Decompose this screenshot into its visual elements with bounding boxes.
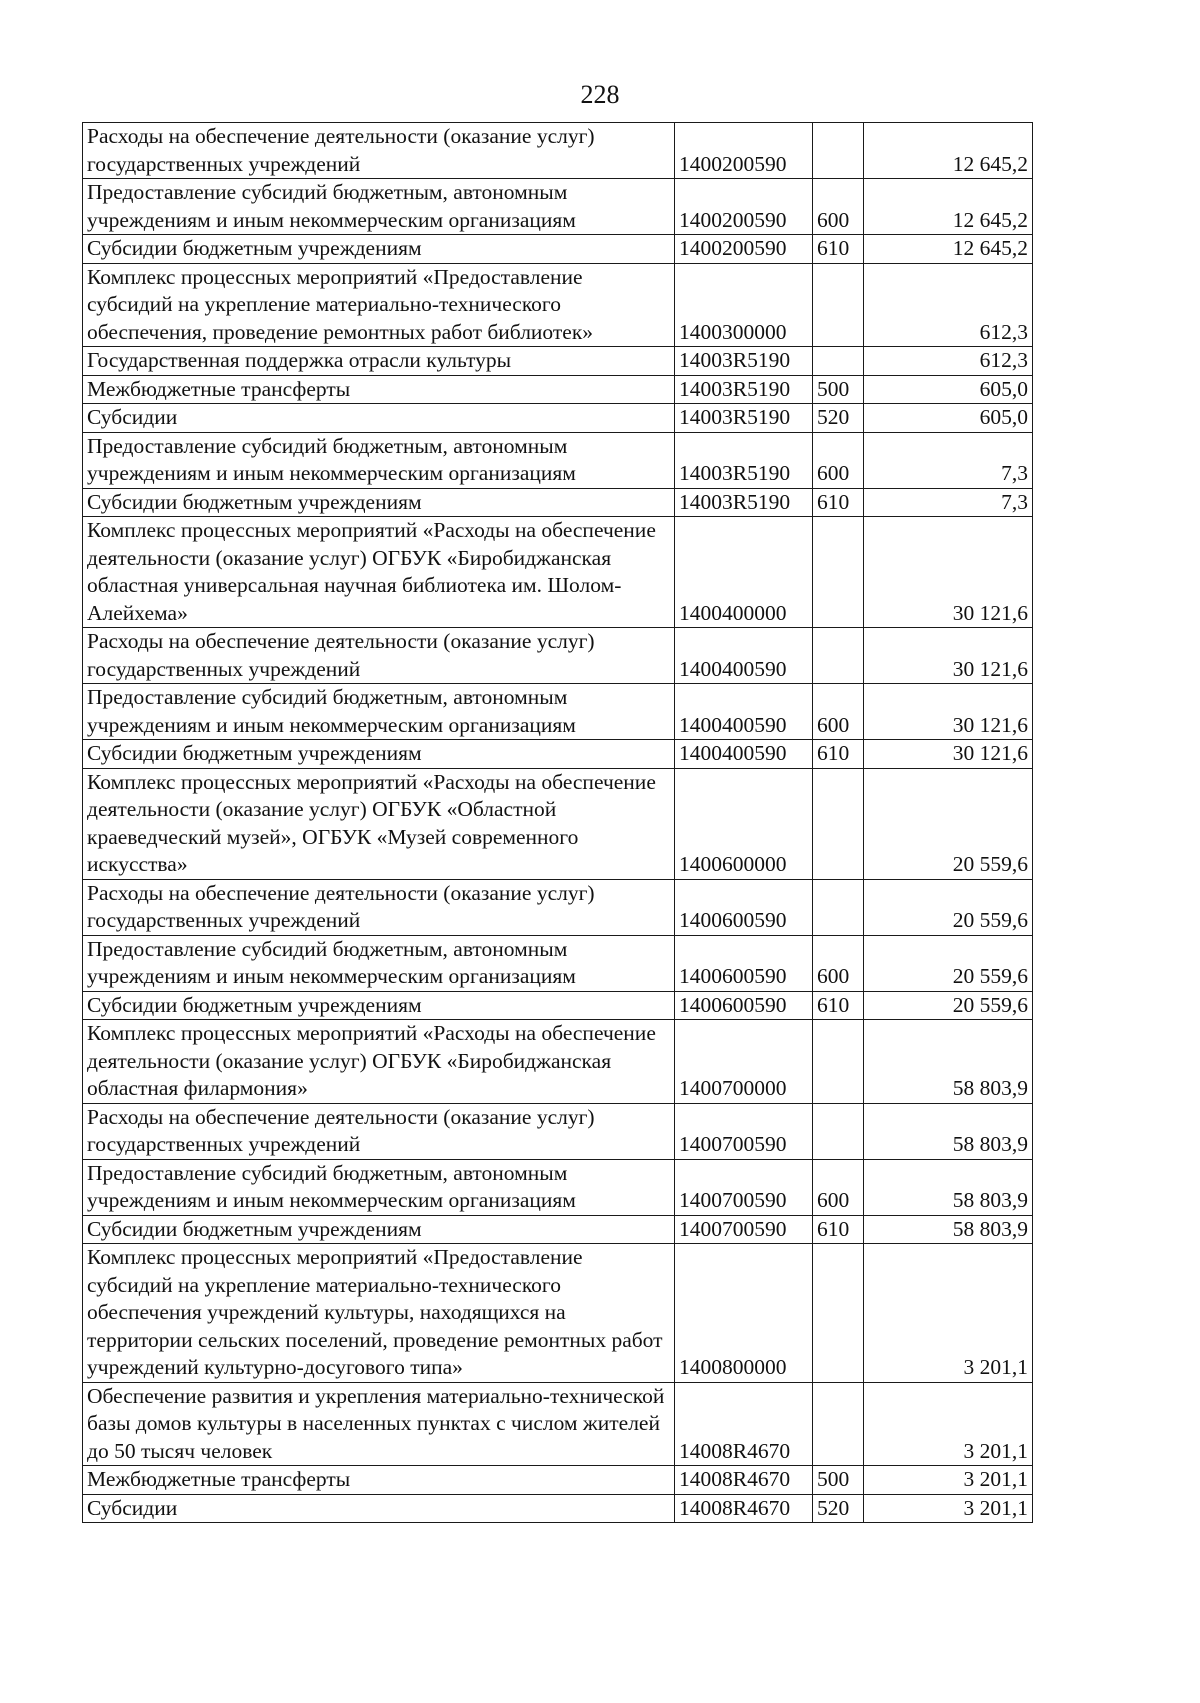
row-name: Субсидии xyxy=(83,1494,675,1523)
table-row xyxy=(83,935,1033,991)
row-code: 14003R5190 xyxy=(675,404,813,433)
row-name: Предоставление субсидий бюджетным, автономным учреждениям и иным некоммерческим организациям xyxy=(83,935,675,991)
table-row xyxy=(83,879,1033,935)
row-code: 1400700000 xyxy=(675,1020,813,1104)
table-row xyxy=(83,263,1033,347)
table-row xyxy=(83,991,1033,1020)
row-sum: 605,0 xyxy=(864,404,1033,433)
row-type: 600 xyxy=(813,935,864,991)
row-sum: 12 645,2 xyxy=(864,123,1033,179)
row-code: 1400400000 xyxy=(675,517,813,628)
row-name: Обеспечение развития и укрепления материально-технической базы домов культуры в населенных пунктах с числом жителей до 50 тысяч человек xyxy=(83,1382,675,1466)
row-code: 14003R5190 xyxy=(675,347,813,376)
row-type xyxy=(813,1103,864,1159)
row-code: 1400200590 xyxy=(675,123,813,179)
row-sum: 605,0 xyxy=(864,375,1033,404)
row-type: 520 xyxy=(813,404,864,433)
row-sum: 30 121,6 xyxy=(864,684,1033,740)
row-name: Субсидии бюджетным учреждениям xyxy=(83,488,675,517)
row-code: 1400700590 xyxy=(675,1215,813,1244)
row-type: 610 xyxy=(813,1215,864,1244)
row-sum: 58 803,9 xyxy=(864,1020,1033,1104)
row-type xyxy=(813,1244,864,1383)
table-row xyxy=(83,1159,1033,1215)
table-row xyxy=(83,768,1033,879)
table-row xyxy=(83,432,1033,488)
row-code: 1400700590 xyxy=(675,1159,813,1215)
row-sum: 20 559,6 xyxy=(864,935,1033,991)
row-code: 14008R4670 xyxy=(675,1466,813,1495)
row-sum: 20 559,6 xyxy=(864,991,1033,1020)
row-code: 1400400590 xyxy=(675,628,813,684)
table-row xyxy=(83,375,1033,404)
row-name: Предоставление субсидий бюджетным, автономным учреждениям и иным некоммерческим организациям xyxy=(83,684,675,740)
row-code: 1400600590 xyxy=(675,879,813,935)
row-type xyxy=(813,628,864,684)
row-type: 610 xyxy=(813,991,864,1020)
row-type: 600 xyxy=(813,1159,864,1215)
row-sum: 3 201,1 xyxy=(864,1244,1033,1383)
row-type: 610 xyxy=(813,740,864,769)
row-code: 1400400590 xyxy=(675,740,813,769)
row-type: 610 xyxy=(813,235,864,264)
table-row xyxy=(83,1466,1033,1495)
table-row xyxy=(83,740,1033,769)
table-row xyxy=(83,517,1033,628)
row-name: Субсидии бюджетным учреждениям xyxy=(83,235,675,264)
row-sum: 58 803,9 xyxy=(864,1103,1033,1159)
budget-table xyxy=(82,122,1033,1523)
row-name: Предоставление субсидий бюджетным, автономным учреждениям и иным некоммерческим организациям xyxy=(83,1159,675,1215)
table-row xyxy=(83,235,1033,264)
row-type: 610 xyxy=(813,488,864,517)
row-sum: 20 559,6 xyxy=(864,879,1033,935)
row-name: Комплекс процессных мероприятий «Предоставление субсидий на укрепление материально-технического обеспечения учреждений культуры, находящихся на территории сельских поселений, проведение ремонтных работ учреждений культурно-досугового типа» xyxy=(83,1244,675,1383)
row-name: Расходы на обеспечение деятельности (оказание услуг) государственных учреждений xyxy=(83,628,675,684)
row-type xyxy=(813,347,864,376)
row-name: Расходы на обеспечение деятельности (оказание услуг) государственных учреждений xyxy=(83,879,675,935)
row-type: 600 xyxy=(813,432,864,488)
row-name: Предоставление субсидий бюджетным, автономным учреждениям и иным некоммерческим организациям xyxy=(83,179,675,235)
row-name: Комплекс процессных мероприятий «Расходы на обеспечение деятельности (оказание услуг) ОГБУК «Биробиджанская областная универсальная научная библиотека им. Шолом-Алейхема» xyxy=(83,517,675,628)
row-code: 14008R4670 xyxy=(675,1494,813,1523)
row-sum: 12 645,2 xyxy=(864,235,1033,264)
row-type xyxy=(813,517,864,628)
row-code: 1400600590 xyxy=(675,991,813,1020)
table-row xyxy=(83,1020,1033,1104)
row-code: 1400400590 xyxy=(675,684,813,740)
row-code: 1400300000 xyxy=(675,263,813,347)
row-type xyxy=(813,1020,864,1104)
table-row xyxy=(83,1215,1033,1244)
budget-table-body xyxy=(83,123,1033,1523)
row-code: 1400200590 xyxy=(675,179,813,235)
row-type: 500 xyxy=(813,375,864,404)
row-code: 1400200590 xyxy=(675,235,813,264)
row-name: Комплекс процессных мероприятий «Предоставление субсидий на укрепление материально-технического обеспечения, проведение ремонтных работ библиотек» xyxy=(83,263,675,347)
row-sum: 7,3 xyxy=(864,488,1033,517)
row-code: 14008R4670 xyxy=(675,1382,813,1466)
row-name: Субсидии бюджетным учреждениям xyxy=(83,991,675,1020)
row-sum: 3 201,1 xyxy=(864,1494,1033,1523)
page-number: 228 xyxy=(580,80,620,109)
row-name: Комплекс процессных мероприятий «Расходы на обеспечение деятельности (оказание услуг) ОГБУК «Областной краеведческий музей», ОГБУК «Музей современного искусства» xyxy=(83,768,675,879)
row-sum: 58 803,9 xyxy=(864,1215,1033,1244)
row-type xyxy=(813,1382,864,1466)
table-row xyxy=(83,628,1033,684)
table-row xyxy=(83,684,1033,740)
row-code: 14003R5190 xyxy=(675,488,813,517)
row-type xyxy=(813,768,864,879)
row-sum: 3 201,1 xyxy=(864,1466,1033,1495)
row-code: 1400800000 xyxy=(675,1244,813,1383)
table-row xyxy=(83,1494,1033,1523)
row-sum: 612,3 xyxy=(864,347,1033,376)
table-row xyxy=(83,404,1033,433)
table-row xyxy=(83,179,1033,235)
row-type xyxy=(813,123,864,179)
table-row xyxy=(83,347,1033,376)
row-sum: 12 645,2 xyxy=(864,179,1033,235)
table-row xyxy=(83,1103,1033,1159)
row-type xyxy=(813,879,864,935)
row-sum: 612,3 xyxy=(864,263,1033,347)
row-code: 1400700590 xyxy=(675,1103,813,1159)
row-name: Комплекс процессных мероприятий «Расходы на обеспечение деятельности (оказание услуг) ОГБУК «Биробиджанская областная филармония» xyxy=(83,1020,675,1104)
row-name: Субсидии xyxy=(83,404,675,433)
row-sum: 7,3 xyxy=(864,432,1033,488)
row-sum: 3 201,1 xyxy=(864,1382,1033,1466)
row-sum: 58 803,9 xyxy=(864,1159,1033,1215)
row-name: Субсидии бюджетным учреждениям xyxy=(83,1215,675,1244)
row-type: 600 xyxy=(813,179,864,235)
table-row xyxy=(83,123,1033,179)
row-name: Расходы на обеспечение деятельности (оказание услуг) государственных учреждений xyxy=(83,1103,675,1159)
row-code: 14003R5190 xyxy=(675,432,813,488)
row-sum: 30 121,6 xyxy=(864,628,1033,684)
row-type xyxy=(813,263,864,347)
row-sum: 30 121,6 xyxy=(864,517,1033,628)
row-code: 14003R5190 xyxy=(675,375,813,404)
row-name: Межбюджетные трансферты xyxy=(83,1466,675,1495)
table-row xyxy=(83,1244,1033,1383)
row-name: Предоставление субсидий бюджетным, автономным учреждениям и иным некоммерческим организациям xyxy=(83,432,675,488)
row-sum: 30 121,6 xyxy=(864,740,1033,769)
row-code: 1400600590 xyxy=(675,935,813,991)
row-name: Расходы на обеспечение деятельности (оказание услуг) государственных учреждений xyxy=(83,123,675,179)
table-row xyxy=(83,488,1033,517)
row-type: 600 xyxy=(813,684,864,740)
row-sum: 20 559,6 xyxy=(864,768,1033,879)
row-code: 1400600000 xyxy=(675,768,813,879)
row-type: 520 xyxy=(813,1494,864,1523)
row-name: Межбюджетные трансферты xyxy=(83,375,675,404)
row-name: Государственная поддержка отрасли культуры xyxy=(83,347,675,376)
row-type: 500 xyxy=(813,1466,864,1495)
table-row xyxy=(83,1382,1033,1466)
row-name: Субсидии бюджетным учреждениям xyxy=(83,740,675,769)
